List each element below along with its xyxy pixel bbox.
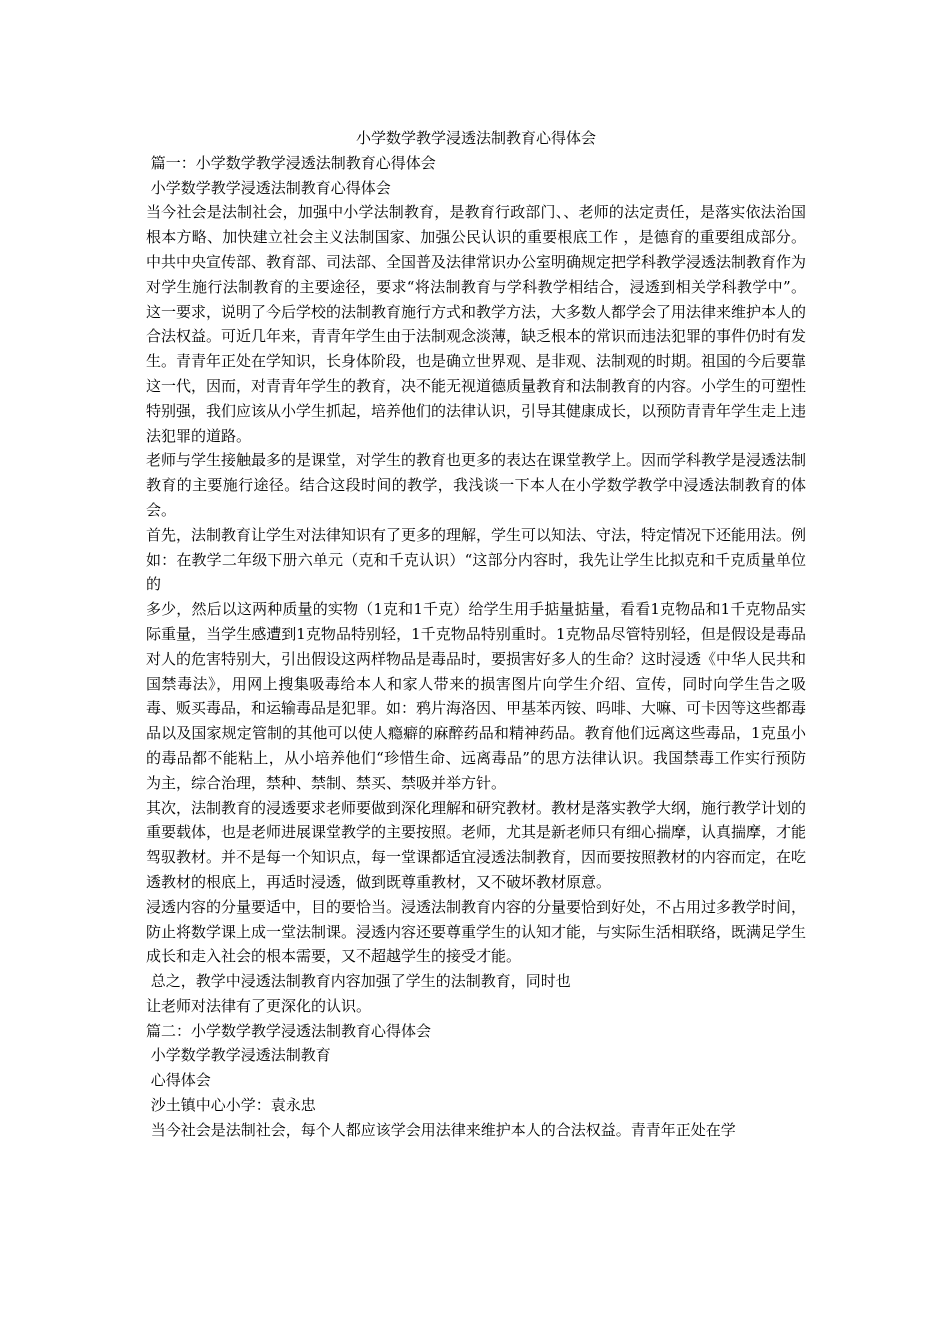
paragraph-line: 让老师对法律有了更深化的认识。 xyxy=(146,996,372,1015)
document-title: 小学数学教学浸透法制教育心得体会 xyxy=(355,129,596,147)
paragraph: 老师与学生接触最多的是课堂，对学生的教育也更多的表达在课堂教学上。因而学科教学是浸透法制教育的主要施行途径。结合这段时间的教学，我浅谈一下本人在小学数学教学中浸透法制教育的体会。 xyxy=(146,451,807,519)
paragraph: 其次，法制教育的浸透要求老师要做到深化理解和研究教材。教材是落实教学大纲，施行教学计划的重要载体，也是老师进展课堂教学的主要按照。老师，尤其是新老师只有细心揣摩，认真揣摩，才能驾驭教材。并不是每一个知识点，每一堂课都适宜浸透法制教育，因而要按照教材的内容而定，在吃透教材的根底上，再适时浸透，做到既尊重教材，又不破坏教材原意。 xyxy=(146,798,807,891)
paragraph-line: 当今社会是法制社会，每个人都应该学会用法律来维护本人的合法权益。青青年正处在学 xyxy=(146,1120,736,1139)
section-subtitle-1: 小学数学教学浸透法制教育心得体会 xyxy=(146,178,391,197)
paragraph: 首先，法制教育让学生对法律知识有了更多的理解，学生可以知法、守法，特定情况下还能用法。例如：在教学二年级下册六单元（克和千克认识）“这部分内容时，我先让学生比拟克和千克质量单位的 xyxy=(146,525,807,594)
paragraph: 浸透内容的分量要适中，目的要恰当。浸透法制教育内容的分量要恰到好处，不占用过多教学时间，防止将数学课上成一堂法制课。浸透内容还要尊重学生的认知才能，与实际生活相联络，既满足学生成长和走入社会的根本需要，又不超越学生的接受才能。 xyxy=(146,897,807,966)
document-page xyxy=(146,126,806,1143)
section-subtitle-2: 小学数学教学浸透法制教育 xyxy=(146,1046,331,1065)
paragraph: 多少，然后以这两种质量的实物（1克和1千克）给学生用手掂量掂量，看看1克物品和1千克物品实际重量，当学生感遭到1克物品特别轻，1千克物品特别重时。1克物品尽管特别轻，但是假设是毒品对人的危害特别大，引出假设这两样物品是毒品时，要损害好多人的生命？这时浸透《中华人民共和国禁毒法》，用网上搜集吸毒给本人和家人带来的损害图片向学生介绍、宣传，同时向学生告之吸毒、贩买毒品，和运输毒品是犯罪。如：鸦片海洛因、甲基苯丙铵、吗啡、大嘛、可卡因等这些都毒品以及国家规定管制的其他可以使人瘾癖的麻醉药品和精神药品。教育他们远离这些毒品，1克虽小的毒品都不能粘上，从小培养他们“珍惜生命、远离毒品”的思方法律认识。我国禁毒工作实行预防为主，综合治理，禁种、禁制、禁买、禁吸并举方针。 xyxy=(146,600,807,792)
paragraph-line: 总之，教学中浸透法制教育内容加强了学生的法制教育，同时也 xyxy=(146,972,571,991)
author-line: 沙土镇中心小学：袁永忠 xyxy=(146,1096,316,1115)
section-heading-1: 篇一：小学数学教学浸透法制教育心得体会 xyxy=(146,153,436,172)
section-subtitle-2b: 心得体会 xyxy=(146,1071,211,1090)
paragraph: 当今社会是法制社会，加强中小学法制教育，是教育行政部门、、老师的法定责任，是落实依法治国根本方略、加快建立社会主义法制国家、加强公民认识的重要根底工作 ，是德育的重要组成部分。中共中央宣传部、教育部、司法部、全国普及法律常识办公室明确规定把学科教学浸透法制教育作为对学生施行法制教育的主要途径，要求“将法制教育与学科教学相结合，浸透到相关学科教学中”。这一要求，说明了今后学校的法制教育施行方式和教学方法，大多数人都学会了用法律来维护本人的合法权益。可近几年来，青青年学生由于法制观念淡薄，缺乏根本的常识而违法犯罪的事件仍时有发生。青青年正处在学知识，长身体阶段，也是确立世界观、是非观、法制观的时期。祖国的今后要靠这一代，因而，对青青年学生的教育，决不能无视道德质量教育和法制教育的内容。小学生的可塑性特别强，我们应该从小学生抓起，培养他们的法律认识，引导其健康成长，以预防青青年学生走上违法犯罪的道路。 xyxy=(146,203,807,445)
section-heading-2: 篇二：小学数学教学浸透法制教育心得体会 xyxy=(146,1021,432,1040)
